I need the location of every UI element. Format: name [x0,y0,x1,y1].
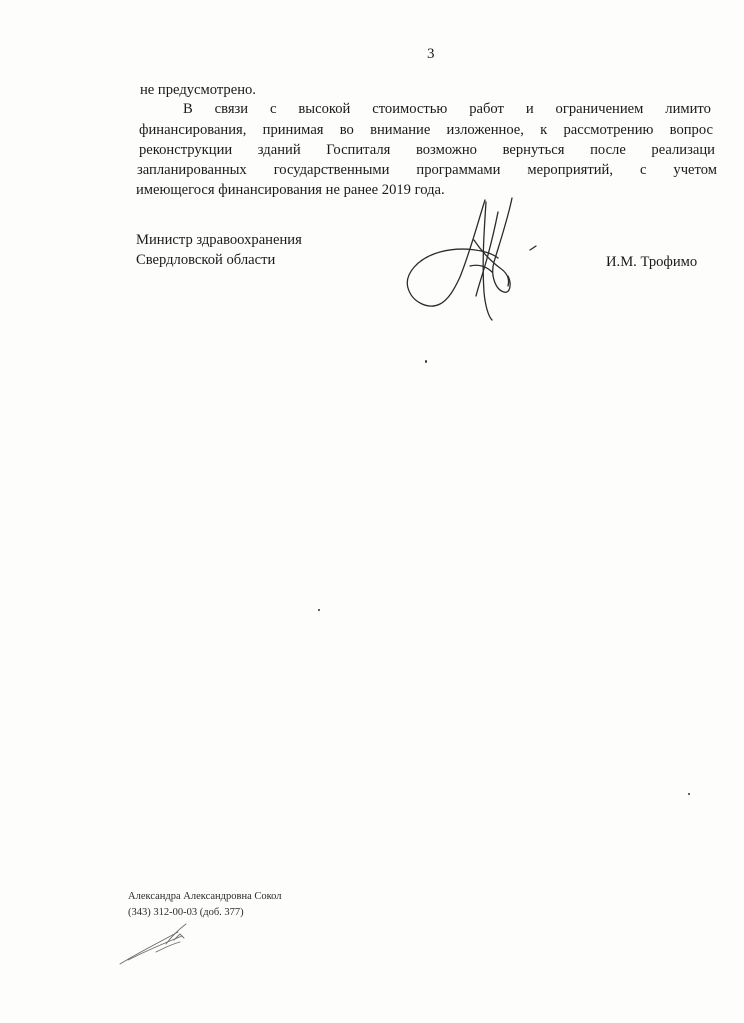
body-line-1: не предусмотрено. [140,82,256,98]
body-line-3 [139,121,713,139]
word: вернуться [502,142,565,158]
word: зданий [257,142,301,158]
body-line-5 [137,161,717,179]
word: учетом [673,162,717,178]
signer-name: И.М. Трофимо [606,254,698,270]
handwritten-signature [400,192,550,322]
word: рассмотрению [563,122,654,138]
word: высокой [298,101,351,117]
word: запланированных [137,162,247,178]
word: вопрос [669,122,713,138]
word: внимание [370,122,431,138]
word: реализаци [651,142,715,158]
word: работ [469,101,504,117]
word: и [525,101,534,117]
word: возможно [415,142,477,158]
contact-name: Александра Александровна Сокол [128,891,282,902]
word: программами [416,162,501,178]
signature-title [136,230,302,270]
word: с [639,162,647,178]
word: стоимостью [372,101,448,117]
handwritten-initials [116,914,206,970]
body-line-6: имеющегося финансирования не ранее 2019 года. [136,182,445,198]
word: реконструкции [139,142,233,158]
body-line-4 [139,141,715,159]
word: принимая [262,122,324,138]
scan-speck [425,360,427,363]
word: государственными [273,162,390,178]
word: связи [214,101,249,117]
body-line-2 [183,100,711,118]
word: лимито [665,101,711,117]
word: В [183,101,193,117]
word: с [270,101,277,117]
scan-speck [318,609,320,611]
word: после [590,142,626,158]
page-number: 3 [427,46,435,62]
word: изложенное, [446,122,524,138]
signature-title-line-2: Свердловской области [136,252,276,268]
word: к [540,122,548,138]
word: во [339,122,354,138]
scan-speck [688,793,690,795]
word: ограничением [555,101,644,117]
word: мероприятий, [527,162,614,178]
signature-title-line-1: Министр здравоохранения [136,232,302,248]
contact-phone: (343) 312-00-03 (доб. 377) [128,907,244,918]
word: финансирования, [139,122,247,138]
word: Госпиталя [326,142,391,158]
